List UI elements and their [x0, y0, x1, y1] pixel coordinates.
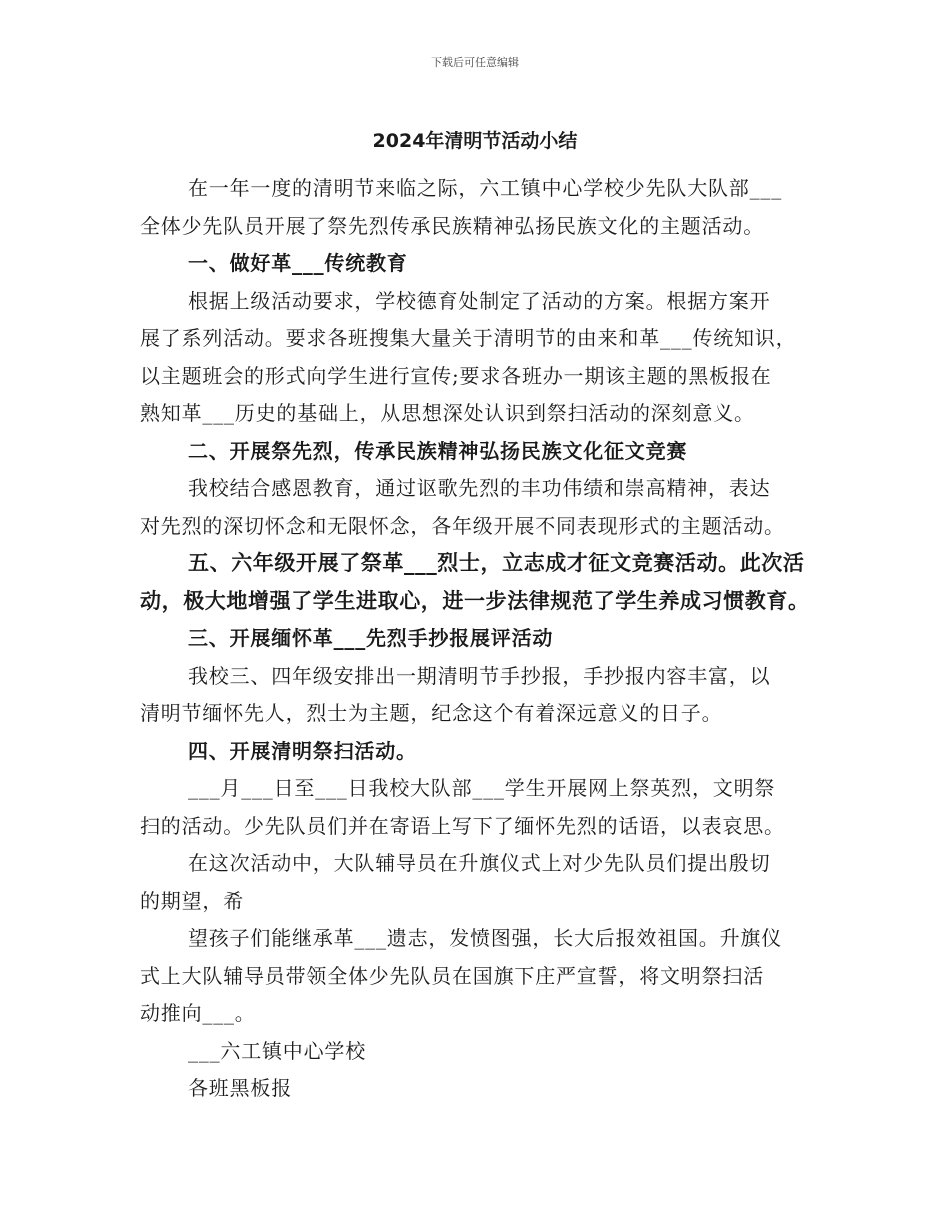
- document-body: [140, 170, 815, 1108]
- section-heading: 二、开展祭先烈，传承民族精神弘扬民族文化征文竞赛: [188, 438, 688, 463]
- document-title: 2024年清明节活动小结: [372, 130, 578, 152]
- body-line: 扫的活动。少先队员们并在寄语上写下了缅怀先烈的话语，以表哀思。: [140, 813, 785, 838]
- section-heading: 动，极大地增强了学生进取心，进一步法律规范了学生养成习惯教育。: [140, 588, 810, 613]
- body-line: 展了系列活动。要求各班搜集大量关于清明节的由来和革___传统知识，: [140, 326, 797, 350]
- body-line: 以主题班会的形式向学生进行宣传;要求各班办一期该主题的黑板报在: [140, 363, 772, 388]
- body-line: 我校三、四年级安排出一期清明节手抄报，手抄报内容丰富，以: [188, 663, 771, 688]
- body-line: 在这次活动中，大队辅导员在升旗仪式上对少先队员们提出殷切: [188, 851, 771, 875]
- body-line: 望孩子们能继承革___遗志，发愤图强，长大后报效祖国。升旗仪: [188, 926, 782, 950]
- body-line: 根据上级活动要求，学校德育处制定了活动的方案。根据方案开: [188, 288, 771, 313]
- section-heading: 四、开展清明祭扫活动。: [188, 738, 417, 763]
- body-line: 动推向___。: [140, 1001, 256, 1025]
- section-heading: 三、开展缅怀革___先烈手抄报展评活动: [188, 626, 554, 650]
- body-line: 熟知革___历史的基础上，从思想深处认识到祭扫活动的深刻意义。: [140, 401, 755, 425]
- body-line: 清明节缅怀先人，烈士为主题，纪念这个有着深远意义的日子。: [140, 701, 723, 725]
- body-line: 全体少先队员开展了祭先烈传承民族精神弘扬民族文化的主题活动。: [140, 213, 764, 238]
- body-line: ___六工镇中心学校: [188, 1038, 366, 1063]
- body-line: 式上大队辅导员带领全体少先队员在国旗下庄严宣誓，将文明祭扫活: [140, 963, 764, 988]
- body-line: 各班黑板报: [188, 1076, 292, 1100]
- body-line: 对先烈的深切怀念和无限怀念，各年级开展不同表现形式的主题活动。: [140, 513, 785, 538]
- body-line: 我校结合感恩教育，通过讴歌先烈的丰功伟绩和崇高精神，表达: [188, 476, 771, 500]
- header-note: 下载后可任意编辑: [431, 56, 519, 69]
- section-heading: 一、做好革___传统教育: [188, 251, 408, 275]
- body-line: 在一年一度的清明节来临之际，六工镇中心学校少先队大队部___: [188, 176, 782, 200]
- section-heading: 五、六年级开展了祭革___烈士，立志成才征文竞赛活动。此次活: [188, 551, 805, 575]
- body-line: 的期望，希: [140, 888, 244, 913]
- body-line: ___月___日至___日我校大队部___学生开展网上祭英烈，文明祭: [188, 776, 776, 800]
